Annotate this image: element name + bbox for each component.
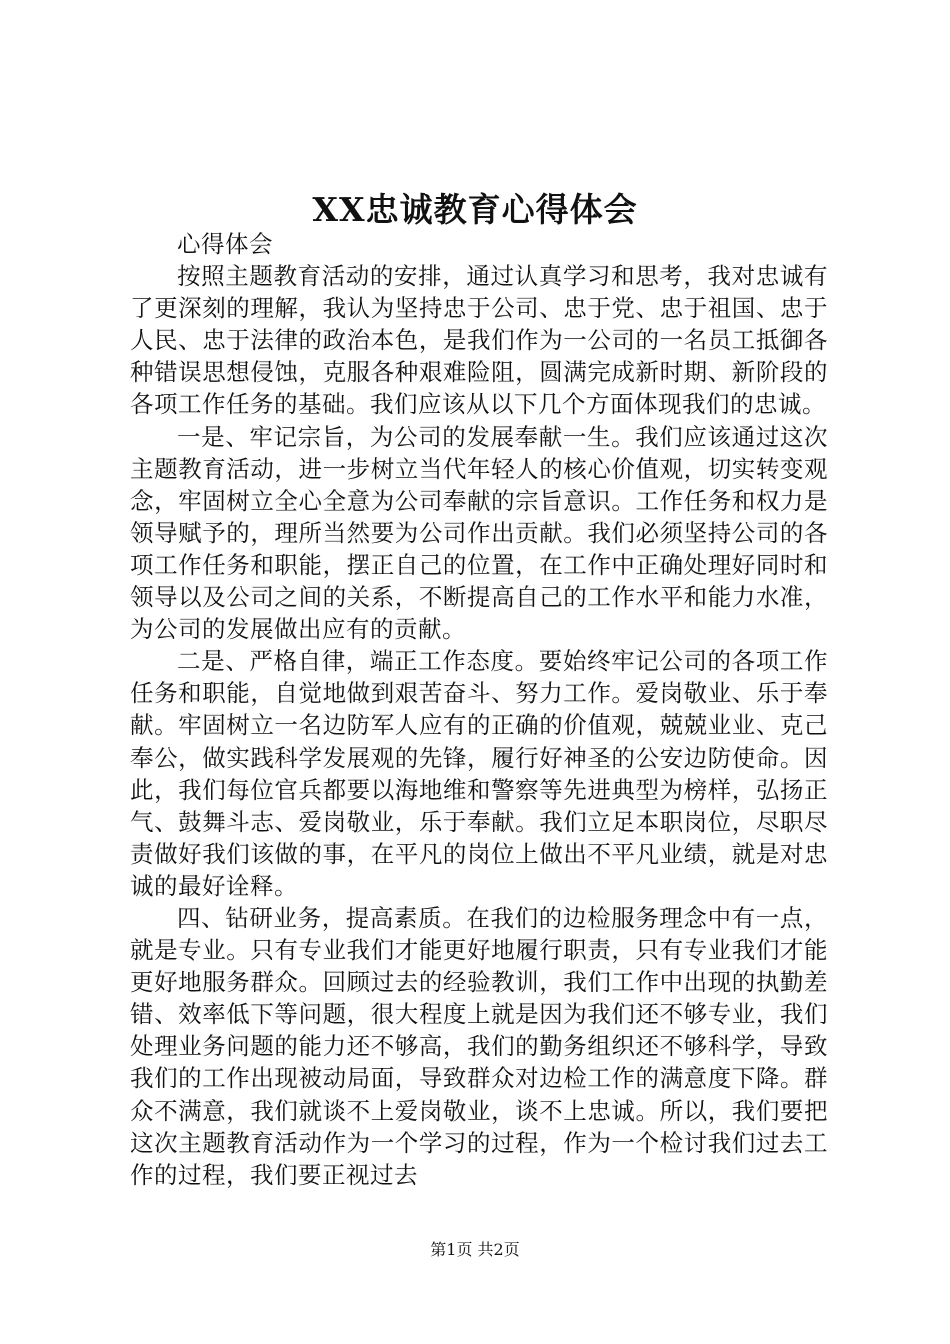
- page-footer: [0, 1238, 950, 1262]
- page-number: 第1页: [430, 1240, 473, 1259]
- paragraph-intro: 按照主题教育活动的安排，通过认真学习和思考，我对忠诚有了更深刻的理解，我认为坚持忠于公司、忠于党、忠于祖国、忠于人民、忠于法律的政治本色，是我们作为一公司的一名员工抵御各种错误思想侵蚀，克服各种艰难险阻，圆满完成新时期、新阶段的各项工作任务的基础。我们应该从以下几个方面体现我们的忠诚。: [130, 262, 828, 419]
- paragraph-heading: 心得体会: [177, 230, 273, 258]
- document-title: XX忠诚教育心得体会: [312, 190, 638, 229]
- document-body: [130, 228, 828, 1191]
- page-total: 共2页: [477, 1240, 520, 1259]
- paragraph-point-four: 四、钻研业务，提高素质。在我们的边检服务理念中有一点，就是专业。只有专业我们才能更好地履行职责，只有专业我们才能更好地服务群众。回顾过去的经验教训，我们工作中出现的执勤差错、效率低下等问题，很大程度上就是因为我们还不够专业，我们处理业务问题的能力还不够高，我们的勤务组织还不够科学，导致我们的工作出现被动局面，导致群众对边检工作的满意度下降。群众不满意，我们就谈不上爱岗敬业，谈不上忠诚。所以，我们要把这次主题教育活动作为一个学习的过程，作为一个检讨我们过去工作的过程，我们要正视过去: [130, 903, 828, 1189]
- paragraph-point-one: 一是、牢记宗旨，为公司的发展奉献一生。我们应该通过这次主题教育活动，进一步树立当代年轻人的核心价值观，切实转变观念，牢固树立全心全意为公司奉献的宗旨意识。工作任务和权力是领导赋予的，理所当然要为公司作出贡献。我们必须坚持公司的各项工作任务和职能，摆正自己的位置，在工作中正确处理好同时和领导以及公司之间的关系，不断提高自己的工作水平和能力水准，为公司的发展做出应有的贡献。: [130, 422, 828, 644]
- paragraph-point-two: 二是、严格自律，端正工作态度。要始终牢记公司的各项工作任务和职能，自觉地做到艰苦奋斗、努力工作。爱岗敬业、乐于奉献。牢固树立一名边防军人应有的正确的价值观，兢兢业业、克己奉公，做实践科学发展观的先锋，履行好神圣的公安边防使命。因此，我们每位官兵都要以海地维和警察等先进典型为榜样，弘扬正气、鼓舞斗志、爱岗敬业，乐于奉献。我们立足本职岗位，尽职尽责做好我们该做的事，在平凡的岗位上做出不平凡业绩，就是对忠诚的最好诠释。: [130, 647, 828, 900]
